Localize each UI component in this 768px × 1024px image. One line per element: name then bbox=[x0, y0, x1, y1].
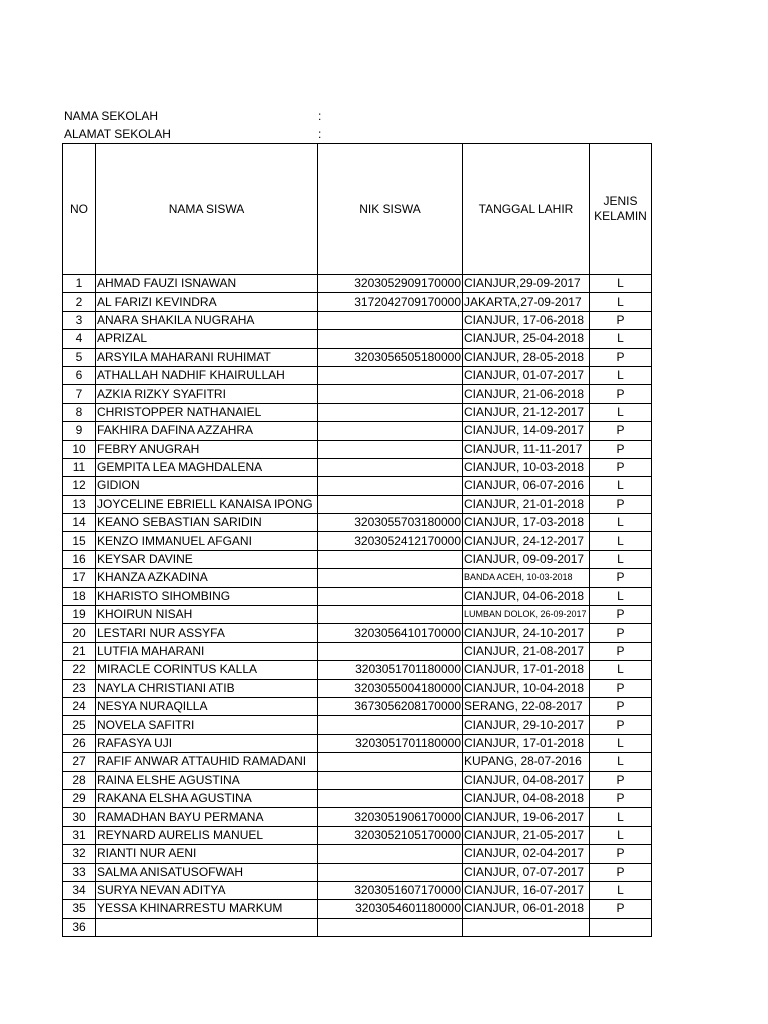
cell-nik bbox=[318, 366, 463, 384]
cell-student-name: SALMA ANISATUSOFWAH bbox=[96, 863, 318, 881]
cell-gender: P bbox=[590, 606, 652, 624]
cell-birth-place-date: CIANJUR, 17-06-2018 bbox=[463, 311, 590, 329]
cell-birth-place-date: LUMBAN DOLOK, 26-09-2017 bbox=[463, 606, 590, 624]
cell-nik: 3203052909170000 bbox=[318, 275, 463, 293]
table-row bbox=[63, 587, 652, 605]
cell-birth-place-date: CIANJUR, 24-10-2017 bbox=[463, 624, 590, 642]
cell-nik bbox=[318, 845, 463, 863]
cell-birth-place-date: CIANJUR, 09-09-2017 bbox=[463, 550, 590, 568]
cell-birth-place-date: CIANJUR, 17-01-2018 bbox=[463, 734, 590, 752]
cell-nik: 3673056208170000 bbox=[318, 697, 463, 715]
table-row bbox=[63, 606, 652, 624]
cell-student-name: CHRISTOPPER NATHANAIEL bbox=[96, 403, 318, 421]
cell-no: 1 bbox=[63, 275, 96, 293]
cell-no: 6 bbox=[63, 366, 96, 384]
cell-nik: 3203056410170000 bbox=[318, 624, 463, 642]
table-row bbox=[63, 808, 652, 826]
table-row bbox=[63, 642, 652, 660]
table-row bbox=[63, 293, 652, 311]
cell-nik bbox=[318, 458, 463, 476]
table-row bbox=[63, 532, 652, 550]
cell-no: 11 bbox=[63, 458, 96, 476]
cell-birth-place-date: CIANJUR, 06-01-2018 bbox=[463, 900, 590, 918]
cell-birth-place-date: CIANJUR, 06-07-2016 bbox=[463, 477, 590, 495]
cell-gender: L bbox=[590, 753, 652, 771]
cell-nik: 3203052412170000 bbox=[318, 532, 463, 550]
cell-no: 4 bbox=[63, 330, 96, 348]
cell-birth-place-date: CIANJUR, 29-10-2017 bbox=[463, 716, 590, 734]
cell-student-name: RIANTI NUR AENI bbox=[96, 845, 318, 863]
col-header-nik: NIK SISWA bbox=[318, 144, 463, 275]
cell-student-name: KEANO SEBASTIAN SARIDIN bbox=[96, 514, 318, 532]
cell-gender: L bbox=[590, 532, 652, 550]
table-row bbox=[63, 624, 652, 642]
table-row bbox=[63, 716, 652, 734]
cell-gender: P bbox=[590, 311, 652, 329]
cell-gender: P bbox=[590, 716, 652, 734]
cell-gender: L bbox=[590, 881, 652, 899]
cell-nik bbox=[318, 495, 463, 513]
cell-student-name: NAYLA CHRISTIANI ATIB bbox=[96, 679, 318, 697]
cell-birth-place-date: CIANJUR, 21-01-2018 bbox=[463, 495, 590, 513]
cell-nik bbox=[318, 716, 463, 734]
school-address-line bbox=[64, 127, 322, 141]
table-body bbox=[63, 275, 652, 937]
cell-no: 3 bbox=[63, 311, 96, 329]
table-row bbox=[63, 863, 652, 881]
cell-gender: L bbox=[590, 477, 652, 495]
cell-student-name: MIRACLE CORINTUS KALLA bbox=[96, 661, 318, 679]
cell-no: 33 bbox=[63, 863, 96, 881]
table-row bbox=[63, 771, 652, 789]
cell-student-name: AL FARIZI KEVINDRA bbox=[96, 293, 318, 311]
table-row bbox=[63, 753, 652, 771]
table-row bbox=[63, 900, 652, 918]
cell-nik bbox=[318, 642, 463, 660]
cell-gender: L bbox=[590, 330, 652, 348]
cell-nik bbox=[318, 587, 463, 605]
table-row bbox=[63, 440, 652, 458]
cell-no: 12 bbox=[63, 477, 96, 495]
cell-no: 29 bbox=[63, 789, 96, 807]
cell-nik bbox=[318, 606, 463, 624]
cell-birth-place-date bbox=[463, 918, 590, 936]
cell-birth-place-date: BANDA ACEH, 10-03-2018 bbox=[463, 569, 590, 587]
table-row bbox=[63, 495, 652, 513]
cell-student-name bbox=[96, 918, 318, 936]
cell-no: 27 bbox=[63, 753, 96, 771]
school-name-line bbox=[64, 109, 322, 123]
cell-gender: P bbox=[590, 569, 652, 587]
table-row bbox=[63, 422, 652, 440]
cell-student-name: KHANZA AZKADINA bbox=[96, 569, 318, 587]
table-row bbox=[63, 403, 652, 421]
cell-gender: P bbox=[590, 495, 652, 513]
cell-gender: P bbox=[590, 697, 652, 715]
cell-no: 13 bbox=[63, 495, 96, 513]
table-header-row bbox=[63, 144, 652, 275]
table-row bbox=[63, 918, 652, 936]
cell-no: 19 bbox=[63, 606, 96, 624]
cell-no: 10 bbox=[63, 440, 96, 458]
cell-birth-place-date: CIANJUR, 28-05-2018 bbox=[463, 348, 590, 366]
cell-gender: L bbox=[590, 661, 652, 679]
cell-nik: 3203052105170000 bbox=[318, 826, 463, 844]
cell-student-name: KHARISTO SIHOMBING bbox=[96, 587, 318, 605]
cell-birth-place-date: CIANJUR, 17-03-2018 bbox=[463, 514, 590, 532]
table-row bbox=[63, 661, 652, 679]
school-name-colon: : bbox=[318, 109, 322, 123]
cell-nik: 3203055703180000 bbox=[318, 514, 463, 532]
col-header-no: NO bbox=[63, 144, 96, 275]
col-header-dob: TANGGAL LAHIR bbox=[463, 144, 590, 275]
cell-no: 30 bbox=[63, 808, 96, 826]
cell-no: 17 bbox=[63, 569, 96, 587]
cell-no: 7 bbox=[63, 385, 96, 403]
cell-no: 28 bbox=[63, 771, 96, 789]
cell-no: 34 bbox=[63, 881, 96, 899]
cell-gender: L bbox=[590, 587, 652, 605]
cell-student-name: JOYCELINE EBRIELL KANAISA IPONG bbox=[96, 495, 318, 513]
cell-gender: P bbox=[590, 458, 652, 476]
cell-student-name: AZKIA RIZKY SYAFITRI bbox=[96, 385, 318, 403]
table-row bbox=[63, 385, 652, 403]
cell-no: 26 bbox=[63, 734, 96, 752]
cell-student-name: GEMPITA LEA MAGHDALENA bbox=[96, 458, 318, 476]
cell-no: 32 bbox=[63, 845, 96, 863]
cell-nik: 3172042709170000 bbox=[318, 293, 463, 311]
table-row bbox=[63, 845, 652, 863]
table-row bbox=[63, 734, 652, 752]
cell-gender: P bbox=[590, 642, 652, 660]
cell-nik bbox=[318, 753, 463, 771]
cell-student-name: NESYA NURAQILLA bbox=[96, 697, 318, 715]
cell-student-name: FEBRY ANUGRAH bbox=[96, 440, 318, 458]
cell-birth-place-date: CIANJUR, 24-12-2017 bbox=[463, 532, 590, 550]
cell-no: 36 bbox=[63, 918, 96, 936]
cell-nik bbox=[318, 789, 463, 807]
cell-student-name: SURYA NEVAN ADITYA bbox=[96, 881, 318, 899]
cell-birth-place-date: CIANJUR, 04-08-2017 bbox=[463, 771, 590, 789]
cell-student-name: RAFIF ANWAR ATTAUHID RAMADANI bbox=[96, 753, 318, 771]
cell-birth-place-date: CIANJUR, 07-07-2017 bbox=[463, 863, 590, 881]
cell-nik bbox=[318, 569, 463, 587]
cell-birth-place-date: CIANJUR, 21-08-2017 bbox=[463, 642, 590, 660]
cell-student-name: ANARA SHAKILA NUGRAHA bbox=[96, 311, 318, 329]
cell-no: 9 bbox=[63, 422, 96, 440]
cell-gender: P bbox=[590, 385, 652, 403]
cell-student-name: ARSYILA MAHARANI RUHIMAT bbox=[96, 348, 318, 366]
cell-no: 2 bbox=[63, 293, 96, 311]
cell-gender: P bbox=[590, 624, 652, 642]
table-row bbox=[63, 330, 652, 348]
cell-gender: P bbox=[590, 440, 652, 458]
cell-student-name: AHMAD FAUZI ISNAWAN bbox=[96, 275, 318, 293]
cell-birth-place-date: JAKARTA,27-09-2017 bbox=[463, 293, 590, 311]
cell-no: 15 bbox=[63, 532, 96, 550]
cell-gender: P bbox=[590, 863, 652, 881]
table-row bbox=[63, 275, 652, 293]
cell-birth-place-date: CIANJUR, 21-12-2017 bbox=[463, 403, 590, 421]
cell-nik: 3203056505180000 bbox=[318, 348, 463, 366]
cell-no: 35 bbox=[63, 900, 96, 918]
table-row bbox=[63, 679, 652, 697]
cell-student-name: RAFASYA UJI bbox=[96, 734, 318, 752]
cell-no: 8 bbox=[63, 403, 96, 421]
cell-gender: P bbox=[590, 348, 652, 366]
cell-birth-place-date: CIANJUR, 14-09-2017 bbox=[463, 422, 590, 440]
table-row bbox=[63, 311, 652, 329]
cell-nik bbox=[318, 477, 463, 495]
cell-gender: L bbox=[590, 808, 652, 826]
table-row bbox=[63, 458, 652, 476]
col-header-gender-line2: KELAMIN bbox=[594, 209, 647, 223]
cell-student-name: ATHALLAH NADHIF KHAIRULLAH bbox=[96, 366, 318, 384]
cell-birth-place-date: CIANJUR,29-09-2017 bbox=[463, 275, 590, 293]
cell-no: 5 bbox=[63, 348, 96, 366]
cell-birth-place-date: CIANJUR, 19-06-2017 bbox=[463, 808, 590, 826]
cell-gender: P bbox=[590, 900, 652, 918]
cell-student-name: KHOIRUN NISAH bbox=[96, 606, 318, 624]
cell-no: 25 bbox=[63, 716, 96, 734]
cell-nik: 3203051701180000 bbox=[318, 661, 463, 679]
table-row bbox=[63, 348, 652, 366]
cell-student-name: LUTFIA MAHARANI bbox=[96, 642, 318, 660]
school-name-label: NAMA SEKOLAH bbox=[64, 109, 159, 123]
cell-nik bbox=[318, 440, 463, 458]
cell-birth-place-date: CIANJUR, 11-11-2017 bbox=[463, 440, 590, 458]
cell-nik bbox=[318, 403, 463, 421]
table-row bbox=[63, 366, 652, 384]
cell-nik bbox=[318, 918, 463, 936]
col-header-gender-line1: JENIS bbox=[603, 194, 638, 208]
table-row bbox=[63, 789, 652, 807]
cell-no: 16 bbox=[63, 550, 96, 568]
cell-student-name: NOVELA SAFITRI bbox=[96, 716, 318, 734]
cell-student-name: RAKANA ELSHA AGUSTINA bbox=[96, 789, 318, 807]
cell-birth-place-date: CIANJUR, 04-08-2018 bbox=[463, 789, 590, 807]
cell-nik bbox=[318, 330, 463, 348]
cell-gender: L bbox=[590, 514, 652, 532]
cell-birth-place-date: CIANJUR, 21-06-2018 bbox=[463, 385, 590, 403]
cell-nik bbox=[318, 311, 463, 329]
cell-student-name: GIDION bbox=[96, 477, 318, 495]
cell-gender: P bbox=[590, 422, 652, 440]
cell-gender: L bbox=[590, 403, 652, 421]
cell-nik bbox=[318, 422, 463, 440]
cell-birth-place-date: CIANJUR, 25-04-2018 bbox=[463, 330, 590, 348]
col-header-name: NAMA SISWA bbox=[96, 144, 318, 275]
table-row bbox=[63, 477, 652, 495]
school-address-label: ALAMAT SEKOLAH bbox=[64, 127, 171, 141]
school-address-colon: : bbox=[318, 127, 322, 141]
table-row bbox=[63, 881, 652, 899]
cell-gender: P bbox=[590, 789, 652, 807]
table-row bbox=[63, 826, 652, 844]
cell-nik bbox=[318, 863, 463, 881]
cell-birth-place-date: CIANJUR, 02-04-2017 bbox=[463, 845, 590, 863]
cell-nik bbox=[318, 771, 463, 789]
cell-student-name: KEYSAR DAVINE bbox=[96, 550, 318, 568]
cell-gender: P bbox=[590, 845, 652, 863]
cell-student-name: KENZO IMMANUEL AFGANI bbox=[96, 532, 318, 550]
cell-birth-place-date: KUPANG, 28-07-2016 bbox=[463, 753, 590, 771]
cell-student-name: RAINA ELSHE AGUSTINA bbox=[96, 771, 318, 789]
cell-student-name: FAKHIRA DAFINA AZZAHRA bbox=[96, 422, 318, 440]
cell-birth-place-date: SERANG, 22-08-2017 bbox=[463, 697, 590, 715]
cell-nik: 3203055004180000 bbox=[318, 679, 463, 697]
cell-nik bbox=[318, 385, 463, 403]
cell-birth-place-date: CIANJUR, 16-07-2017 bbox=[463, 881, 590, 899]
cell-no: 24 bbox=[63, 697, 96, 715]
cell-gender: L bbox=[590, 826, 652, 844]
cell-nik: 3203051701180000 bbox=[318, 734, 463, 752]
cell-no: 20 bbox=[63, 624, 96, 642]
col-header-gender bbox=[590, 144, 652, 275]
table-row bbox=[63, 550, 652, 568]
cell-birth-place-date: CIANJUR, 17-01-2018 bbox=[463, 661, 590, 679]
cell-student-name: RAMADHAN BAYU PERMANA bbox=[96, 808, 318, 826]
cell-birth-place-date: CIANJUR, 21-05-2017 bbox=[463, 826, 590, 844]
cell-birth-place-date: CIANJUR, 10-04-2018 bbox=[463, 679, 590, 697]
cell-student-name: YESSA KHINARRESTU MARKUM bbox=[96, 900, 318, 918]
cell-no: 23 bbox=[63, 679, 96, 697]
table-row bbox=[63, 514, 652, 532]
cell-gender: L bbox=[590, 366, 652, 384]
cell-no: 22 bbox=[63, 661, 96, 679]
table-row bbox=[63, 569, 652, 587]
cell-birth-place-date: CIANJUR, 01-07-2017 bbox=[463, 366, 590, 384]
cell-student-name: LESTARI NUR ASSYFA bbox=[96, 624, 318, 642]
cell-gender: L bbox=[590, 550, 652, 568]
cell-gender bbox=[590, 918, 652, 936]
cell-student-name: REYNARD AURELIS MANUEL bbox=[96, 826, 318, 844]
cell-nik: 3203054601180000 bbox=[318, 900, 463, 918]
cell-no: 18 bbox=[63, 587, 96, 605]
cell-birth-place-date: CIANJUR, 10-03-2018 bbox=[463, 458, 590, 476]
cell-gender: L bbox=[590, 275, 652, 293]
cell-no: 14 bbox=[63, 514, 96, 532]
cell-student-name: APRIZAL bbox=[96, 330, 318, 348]
cell-gender: L bbox=[590, 293, 652, 311]
cell-nik bbox=[318, 550, 463, 568]
table-row bbox=[63, 697, 652, 715]
cell-no: 31 bbox=[63, 826, 96, 844]
cell-nik: 3203051607170000 bbox=[318, 881, 463, 899]
student-table bbox=[62, 143, 652, 937]
cell-gender: P bbox=[590, 771, 652, 789]
cell-gender: P bbox=[590, 679, 652, 697]
cell-no: 21 bbox=[63, 642, 96, 660]
cell-nik: 3203051906170000 bbox=[318, 808, 463, 826]
cell-birth-place-date: CIANJUR, 04-06-2018 bbox=[463, 587, 590, 605]
cell-gender: L bbox=[590, 734, 652, 752]
